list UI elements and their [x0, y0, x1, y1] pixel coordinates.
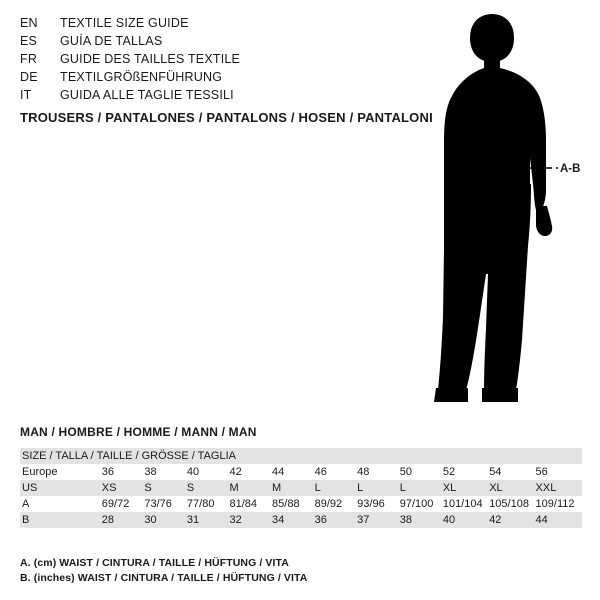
cell-b-8: 40	[443, 512, 489, 528]
male-trousers-silhouette-icon	[400, 10, 590, 410]
cell-b-10: 44	[536, 512, 582, 528]
cell-b-2: 31	[187, 512, 230, 528]
language-row-it	[20, 86, 350, 104]
cell-europe-9: 54	[489, 466, 502, 478]
figure-illustration	[400, 10, 590, 410]
cell-b-4: 34	[272, 512, 315, 528]
cell-b-3: 32	[229, 512, 272, 528]
footnote-a: A. (cm) WAIST / CINTURA / TAILLE / HÜFTUNG / VITA	[20, 557, 289, 569]
cell-a-4: 85/88	[272, 498, 300, 510]
cell-b-7: 38	[400, 512, 443, 528]
cell-b-9: 42	[489, 512, 535, 528]
language-header-block	[20, 14, 350, 104]
cell-europe-5: 46	[314, 466, 327, 478]
table-row-b	[20, 512, 582, 528]
cell-a-8: 101/104	[442, 498, 483, 510]
row-label-europe: Europe	[22, 466, 58, 478]
row-label-us: US	[20, 480, 102, 496]
cell-a-9: 105/108	[489, 498, 529, 510]
cell-us-2: S	[187, 480, 230, 496]
cell-us-10: XXL	[536, 480, 582, 496]
footnote-b: B. (inches) WAIST / CINTURA / TAILLE / HÜFTUNG / VITA	[20, 572, 308, 584]
row-label-a: A	[22, 498, 30, 510]
language-row-fr	[20, 50, 350, 68]
cell-b-1: 30	[144, 512, 187, 528]
language-title-en: TEXTILE SIZE GUIDE	[60, 16, 189, 30]
language-code-it: IT	[20, 88, 32, 102]
cell-us-6: L	[357, 480, 400, 496]
cell-europe-7: 50	[399, 466, 412, 478]
table-row-europe	[20, 464, 582, 480]
language-title-de: TEXTILGRÖßENFÜHRUNG	[60, 70, 223, 84]
language-row-de	[20, 68, 350, 86]
language-row-en	[20, 14, 350, 32]
language-code-fr: FR	[20, 52, 38, 66]
cell-us-5: L	[315, 480, 358, 496]
size-header-label: SIZE / TALLA / TAILLE / GRÖSSE / TAGLIA	[20, 448, 582, 464]
cell-a-3: 81/84	[229, 498, 258, 510]
cell-us-3: M	[229, 480, 272, 496]
measure-label-ab: A-B	[560, 163, 581, 175]
language-title-fr: GUIDE DES TAILLES TEXTILE	[60, 52, 241, 66]
cell-europe-3: 42	[229, 466, 242, 478]
size-table	[20, 448, 582, 528]
cell-a-10: 109/112	[535, 498, 575, 510]
cell-a-0: 69/72	[101, 498, 130, 510]
table-row-a	[20, 496, 582, 512]
garment-type-line: TROUSERS / PANTALONES / PANTALONS / HOSEN / PANTALONI	[20, 110, 433, 125]
table-header-row	[20, 448, 582, 464]
cell-europe-2: 40	[186, 466, 200, 478]
cell-a-1: 73/76	[144, 498, 172, 510]
cell-europe-6: 48	[357, 466, 370, 478]
cell-us-4: M	[272, 480, 315, 496]
cell-us-7: L	[400, 480, 443, 496]
cell-b-5: 36	[315, 512, 358, 528]
language-code-es: ES	[20, 34, 38, 48]
cell-b-6: 37	[357, 512, 400, 528]
cell-us-0: XS	[102, 480, 145, 496]
language-title-it: GUIDA ALLE TAGLIE TESSILI	[60, 88, 234, 102]
cell-europe-8: 52	[442, 466, 456, 478]
row-label-b: B	[20, 512, 102, 528]
cell-us-8: XL	[443, 480, 489, 496]
cell-us-9: XL	[489, 480, 535, 496]
cell-a-2: 77/80	[186, 498, 215, 510]
cell-a-7: 97/100	[399, 498, 434, 510]
cell-europe-4: 44	[272, 466, 285, 478]
cell-a-6: 93/96	[357, 498, 385, 510]
cell-a-5: 89/92	[314, 498, 343, 510]
table-section-title: MAN / HOMBRE / HOMME / MANN / MAN	[20, 425, 257, 439]
table-row-us	[20, 480, 582, 496]
cell-europe-10: 56	[535, 466, 548, 478]
cell-us-1: S	[144, 480, 187, 496]
language-code-en: EN	[20, 16, 38, 30]
cell-b-0: 28	[102, 512, 145, 528]
language-row-es	[20, 32, 350, 50]
language-code-de: DE	[20, 70, 38, 84]
cell-europe-1: 38	[144, 466, 157, 478]
cell-europe-0: 36	[101, 466, 115, 478]
footnotes-block	[20, 556, 307, 586]
language-title-es: GUÍA DE TALLAS	[60, 34, 163, 48]
